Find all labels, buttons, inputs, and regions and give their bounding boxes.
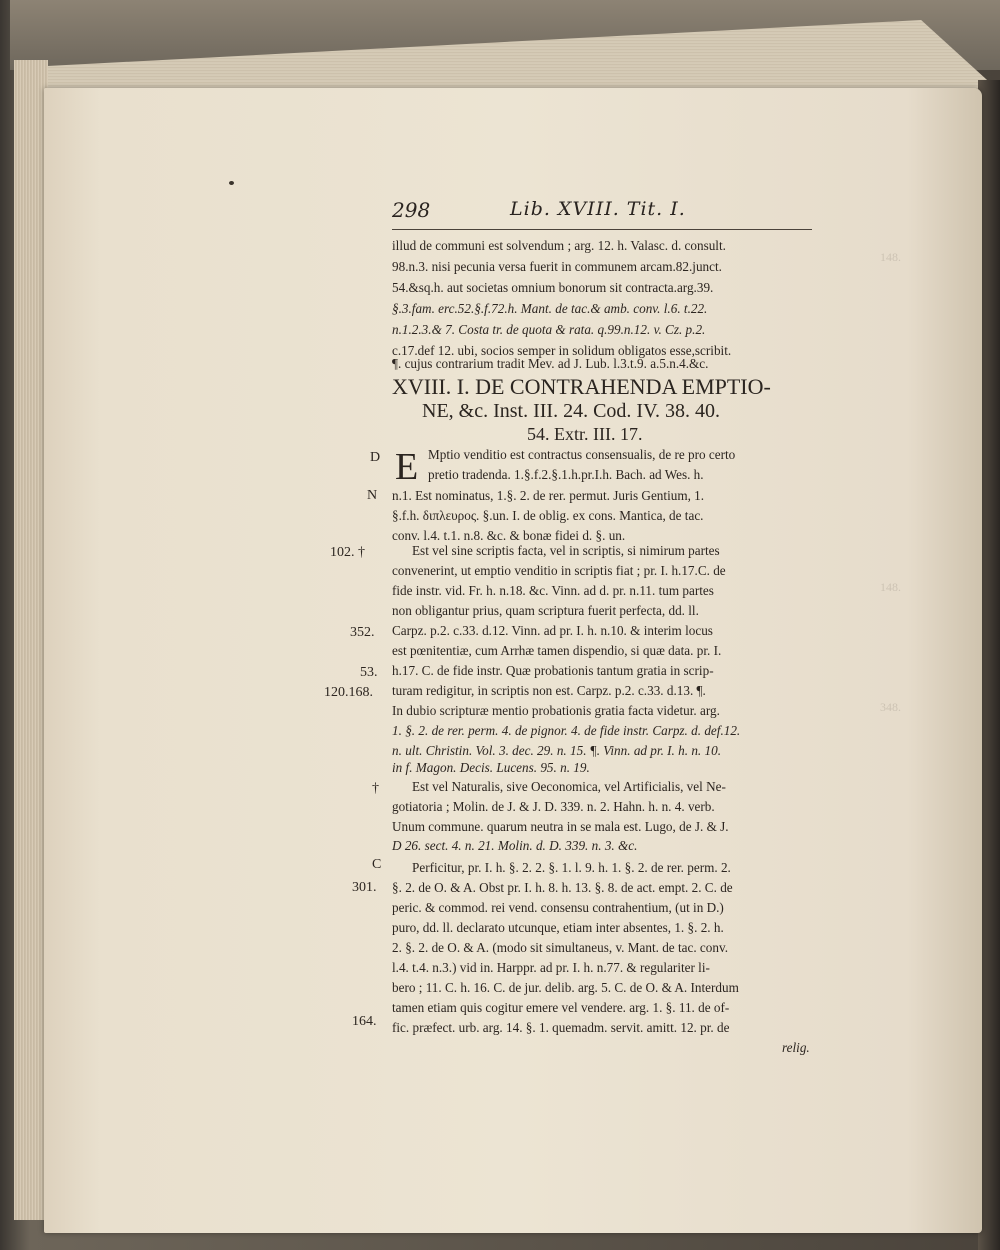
margin-note: † — [372, 781, 379, 796]
margin-note: D — [370, 450, 381, 465]
text-line: 54.&sq.h. aut societas omnium bonorum sit contracta.arg.39. — [392, 280, 714, 295]
margin-note: 164. — [352, 1014, 377, 1029]
margin-note: 301. — [352, 880, 377, 895]
left-page-edges — [14, 60, 48, 1220]
catchword: relig. — [782, 1040, 810, 1055]
text-line: ¶. cujus contrarium tradit Mev. ad J. Lub. l.3.t.9. a.5.n.4.&c. — [392, 356, 709, 371]
text-line: §.f.h. διπλευρος. §.un. I. de oblig. ex cons. Mantica, de tac. — [392, 508, 704, 523]
text-line: in f. Magon. Decis. Lucens. 95. n. 19. — [392, 760, 590, 775]
bleed-through-mark: 148. — [880, 250, 901, 264]
section-title-line-1: XVIII. I. DE CONTRAHENDA EMPTIO- — [392, 374, 771, 399]
margin-note: 102. † — [330, 545, 365, 560]
text-line: §. 2. de O. & A. Obst pr. I. h. 8. h. 13. §. 8. de act. empt. 2. C. de — [392, 880, 733, 895]
text-line: §.3.fam. erc.52.§.f.72.h. Mant. de tac.& amb. conv. l.6. t.22. — [392, 301, 708, 316]
bleed-through-mark: 148. — [880, 580, 901, 594]
text-line: Unum commune. quarum neutra in se mala est. Lugo, de J. & J. — [392, 819, 729, 834]
running-header — [392, 198, 812, 228]
text-line: fic. præfect. urb. arg. 14. §. 1. quemadm. servit. amitt. 12. pr. de — [392, 1020, 730, 1035]
ink-spot — [229, 181, 234, 185]
text-line: gotiatoria ; Molin. de J. & J. D. 339. n. 2. Hahn. h. n. 4. verb. — [392, 799, 715, 814]
text-line: n.1. Est nominatus, 1.§. 2. de rer. permut. Juris Gentium, 1. — [392, 488, 705, 503]
text-line: Mptio venditio est contractus consensualis, de re pro certo — [428, 447, 736, 462]
drop-cap: E — [395, 446, 419, 488]
text-line: D 26. sect. 4. n. 21. Molin. d. D. 339. n. 3. &c. — [392, 838, 638, 853]
section-title-line-2: NE, &c. Inst. III. 24. Cod. IV. 38. 40. — [422, 400, 720, 422]
margin-note: 53. — [360, 665, 378, 680]
margin-note: 352. — [350, 625, 375, 640]
margin-note: C — [372, 857, 382, 872]
text-line: n. ult. Christin. Vol. 3. dec. 29. n. 15. ¶. Vinn. ad pr. I. h. n. 10. — [392, 743, 722, 758]
text-line: puro, dd. ll. declarato utcunque, etiam inter absentes, 1. §. 2. h. — [392, 920, 724, 935]
text-line: 2. §. 2. de O. & A. (modo sit simultaneus, v. Mant. de tac. conv. — [392, 940, 728, 955]
text-line: Perficitur, pr. I. h. §. 2. 2. §. 1. l. 9. h. 1. §. 2. de rer. perm. 2. — [412, 860, 731, 875]
text-line: l.4. t.4. n.3.) vid in. Harppr. ad pr. I. h. n.77. & regulariter li- — [392, 960, 710, 975]
text-line: c.17.def 12. ubi, socios semper in solidum obligatos esse,scribit. — [392, 343, 732, 358]
text-line: 1. §. 2. de rer. perm. 4. de pignor. 4. de fide instr. Carpz. d. def.12. — [392, 723, 741, 738]
running-head: Lib. XVIII. Tit. I. — [510, 198, 686, 220]
margin-note: 120.168. — [324, 685, 373, 700]
text-line: bero ; 11. C. h. 16. C. de jur. delib. arg. 5. C. de O. & A. Interdum — [392, 980, 739, 995]
page-number: 298 — [392, 198, 431, 222]
text-line: 98.n.3. nisi pecunia versa fuerit in communem arcam.82.junct. — [392, 259, 722, 274]
text-line: pretio tradenda. 1.§.f.2.§.1.h.pr.I.h. Bach. ad Wes. h. — [428, 467, 704, 482]
text-line: fide instr. vid. Fr. h. n.18. &c. Vinn. ad d. pr. n.11. tum partes — [392, 583, 714, 598]
text-line: peric. & commod. rei vend. consensu contrahentium, (ut in D.) — [392, 900, 724, 915]
text-line: non obligantur prius, quam scriptura fuerit perfecta, dd. ll. — [392, 603, 699, 618]
section-title-line-3: 54. Extr. III. 17. — [527, 424, 643, 444]
text-line: Est vel Naturalis, sive Oeconomica, vel Artificialis, vel Ne- — [412, 779, 726, 794]
text-line: In dubio scripturæ mentio probationis gratia facta videtur. arg. — [392, 703, 720, 718]
header-rule — [392, 229, 812, 230]
text-line: convenerint, ut emptio venditio in scriptis fiat ; pr. I. h.17.C. de — [392, 563, 726, 578]
text-line: turam redigitur, in scriptis non est. Carpz. p.2. c.33. d.13. ¶. — [392, 683, 706, 698]
text-line: tamen etiam quis cogitur emere vel vendere. arg. 1. §. 11. de of- — [392, 1000, 730, 1015]
bleed-through-mark: 348. — [880, 700, 901, 714]
margin-note: N — [367, 488, 378, 503]
text-line: illud de communi est solvendum ; arg. 12. h. Valasc. d. consult. — [392, 238, 726, 253]
text-line: h.17. C. de fide instr. Quæ probationis tantum gratia in scrip- — [392, 663, 714, 678]
text-line: conv. l.4. t.1. n.8. &c. & bonæ fidei d. §. un. — [392, 528, 626, 543]
text-line: n.1.2.3.& 7. Costa tr. de quota & rata. q.99.n.12. v. Cz. p.2. — [392, 322, 706, 337]
text-line: Carpz. p.2. c.33. d.12. Vinn. ad pr. I. h. n.10. & interim locus — [392, 623, 713, 638]
text-line: Est vel sine scriptis facta, vel in scriptis, si nimirum partes — [412, 543, 720, 558]
text-line: est pœnitentiæ, cum Arrhæ tamen dispendio, si quæ data. pr. I. — [392, 643, 722, 658]
